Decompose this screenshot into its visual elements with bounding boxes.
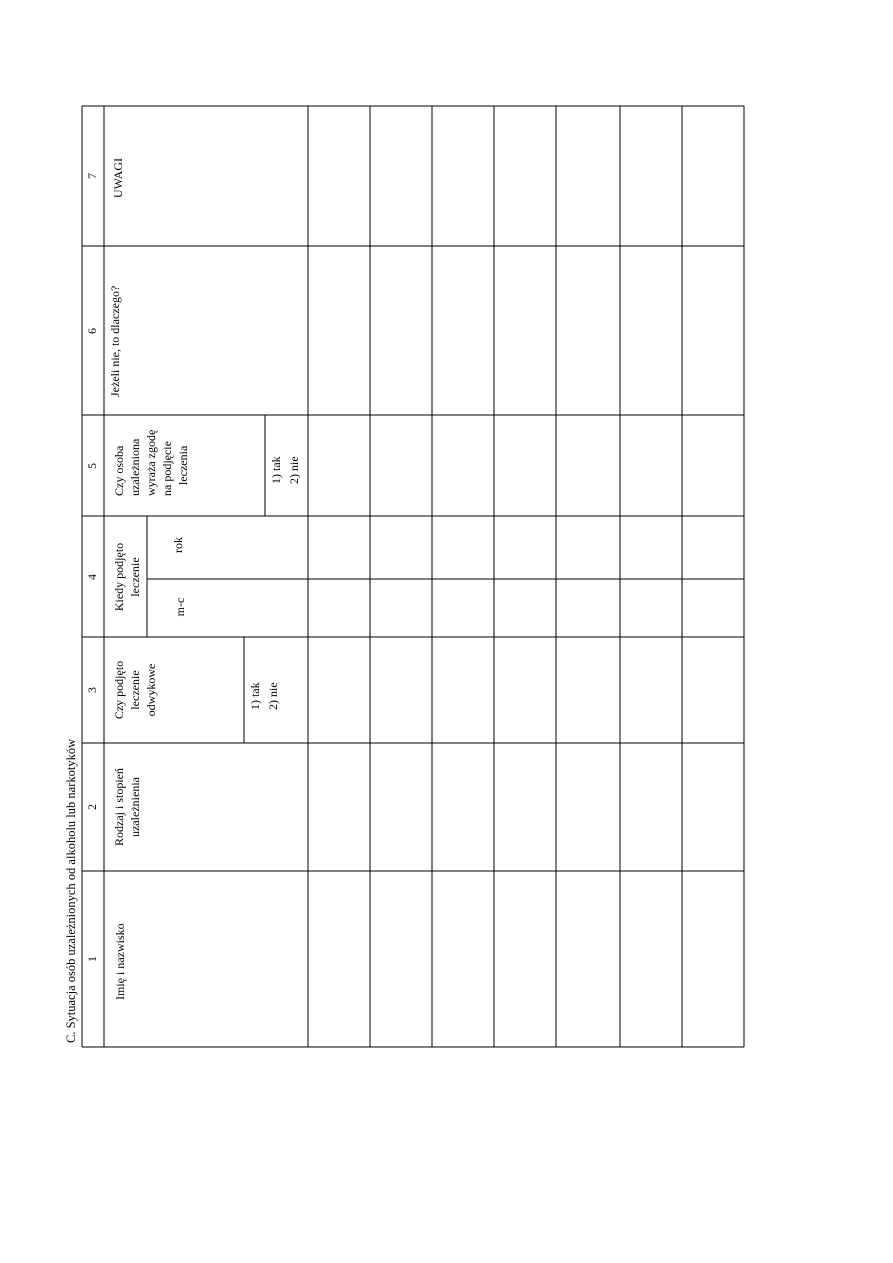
col-number-7: 7 xyxy=(85,173,99,179)
col4-sub-label-rok: rok xyxy=(171,537,185,553)
form-table xyxy=(82,106,744,1047)
col-number-5: 5 xyxy=(85,463,99,469)
col-number-4: 4 xyxy=(85,574,99,580)
col3-header-line-1: Czy podjęto xyxy=(112,660,126,720)
section-title: C. Sytuacja osób uzależnionych od alkoholu lub narkotyków xyxy=(64,738,78,1043)
col5-header-line-4: na podjęcie xyxy=(160,441,174,496)
col5-header-line-5: leczenia xyxy=(176,445,190,485)
col5-header-line-3: wyraża zgodę xyxy=(144,429,158,496)
col3-option-2: 2) nie xyxy=(266,682,280,710)
col7-header: UWAGI xyxy=(111,158,125,198)
col-number-1: 1 xyxy=(85,956,99,962)
col5-option-2: 2) nie xyxy=(287,456,301,484)
col-number-6: 6 xyxy=(85,328,99,334)
col3-option-1: 1) tak xyxy=(248,682,262,710)
col5-header-line-2: uzależniona xyxy=(128,438,142,496)
col4-header-line-1: Kiedy podjęto xyxy=(112,542,126,612)
col2-header-line-2: uzależnienia xyxy=(128,777,142,837)
col1-header: Imię i nazwisko xyxy=(113,923,127,1000)
col3-header-line-3: odwykowe xyxy=(144,663,158,717)
col4-header-line-2: leczenie xyxy=(128,557,142,597)
col5-option-1: 1) tak xyxy=(269,456,283,484)
col5-header-line-1: Czy osoba xyxy=(112,445,126,496)
col4-sub-label-mc: m-c xyxy=(173,597,187,617)
col-number-3: 3 xyxy=(85,687,99,693)
col2-header-line-1: Rodzaj i stopień xyxy=(112,768,126,846)
col-number-2: 2 xyxy=(85,804,99,810)
col6-header: Jeżeli nie, to dlaczego? xyxy=(108,285,122,397)
col3-header-line-2: leczenie xyxy=(128,670,142,710)
